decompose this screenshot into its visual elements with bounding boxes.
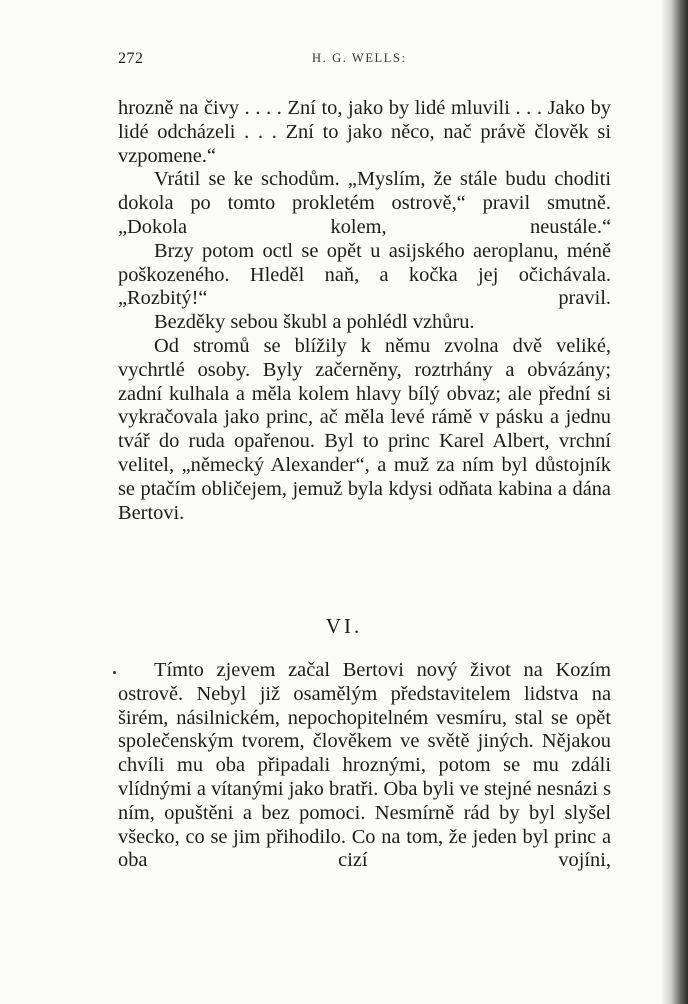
margin-mark — [113, 671, 116, 674]
page-number: 272 — [118, 50, 144, 67]
paragraph: Tímto zjevem začal Bertovi nový život na Kozím ostrově. Nebyl již osamělým představitelem lidstva na širém, násilnickém, nepochopitelném vesmíru, stal se opět společenským tvorem, člověkem ve světě jiných. Nějakou chvíli mu oba připadali hroznými, potom se mu zdáli vlídnými a vítanými jako bratři. Oba byli ve stejné nesnázi s ním, opuštěni a bez pomoci. Nesmírně rád by byl slyšel všecko, co se jim přihodilo. Co na tom, že jeden byl princ a oba cizí vojíni, — [118, 659, 611, 872]
paragraph: Bezděky sebou škubl a pohlédl vzhůru. — [154, 311, 475, 334]
paragraph: Vrátil se ke schodům. „Myslím, že stále budu choditi dokola po tomto prokletém ostrově,“ pravil smutně. „Dokola kolem, neustále.“ — [118, 168, 611, 238]
page-header — [0, 50, 688, 72]
paragraph: Od stromů se blížily k němu zvolna dvě veliké, vychrtlé osoby. Byly začerněny, roztrhány a obvázány; zadní kulhala a měla kolem hlavy bílý obvaz; ale přední si vykračovala jako princ, ač měla levé rámě v pásku a jednu tvář do ruda opařenou. Byl to princ Karel Albert, vrchní velitel, „německý Alexander“, a muž za ním byl důstojník se ptačím obličejem, jemuž byla kdysi odňata kabina a dána Bertovi. — [118, 334, 611, 524]
paragraph: Brzy potom octl se opět u asijského aeroplanu, méně poškozeného. Hleděl naň, a kočka jej očichávala. „Rozbitý!“ pravil. — [118, 239, 611, 310]
paragraph: hrozně na čivy . . . . Zní to, jako by lidé mluvili . . . Jako by lidé odcházeli . . . Zní to jako něco, nač právě člověk si vzpomene.“ — [118, 97, 611, 167]
text-block-chapter-six — [118, 659, 611, 873]
page-binding-shadow — [662, 0, 688, 1004]
text-block-before-chapter — [118, 97, 611, 525]
running-head: H. G. WELLS: — [312, 51, 407, 65]
chapter-heading: VI. — [325, 614, 363, 638]
